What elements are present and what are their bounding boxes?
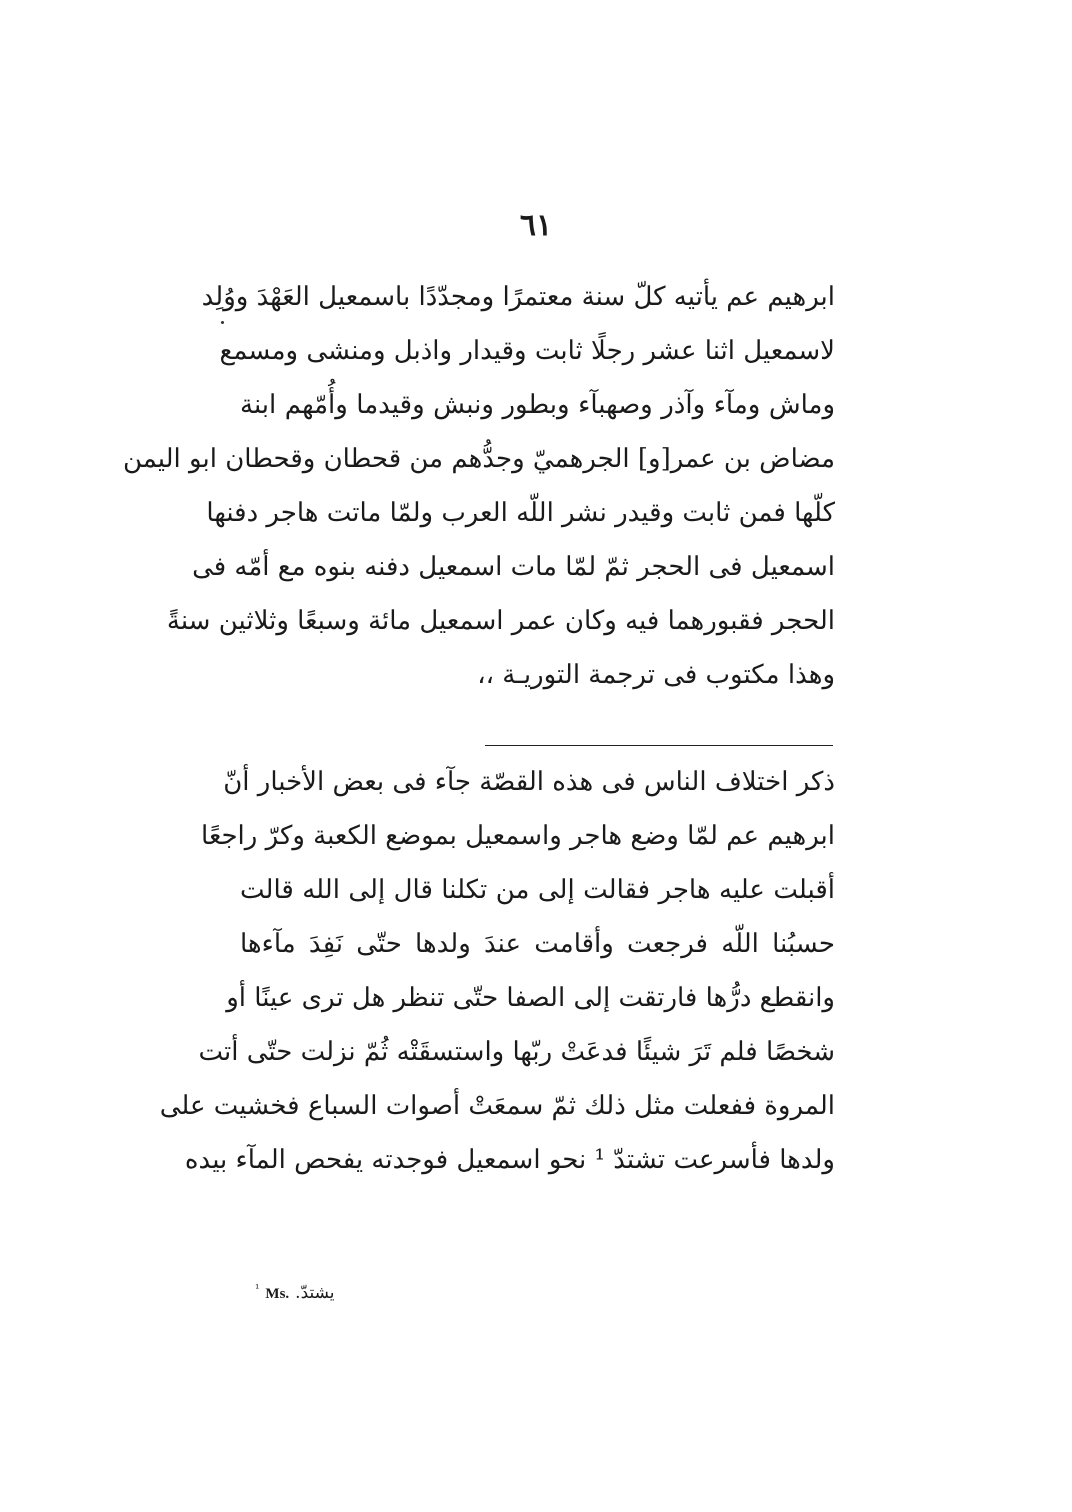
text-line: ابرهيم عم لمّا وضع هاجر واسمعيل بموضع الكعبة وكرّ راجعًا: [201, 821, 835, 851]
text-line: المروة ففعلت مثل ذلك ثمّ سمعَتْ أصوات السباع فخشيت على: [159, 1091, 835, 1121]
text-line: ولدها فأسرعت تشتدّ ¹ نحو اسمعيل فوجدته يفحص المآء بيده: [184, 1145, 835, 1175]
section-divider: [485, 745, 833, 746]
text-line: أقبلت عليه هاجر فقالت إلى من تكلنا قال إلى الله قالت: [240, 875, 835, 905]
footnote-reading: يشتدّ.: [295, 1283, 335, 1303]
text-line: كلّها فمن ثابت وقيدر نشر اللّه العرب ولمّا ماتت هاجر دفنها: [206, 498, 835, 528]
page-number: ٦١: [519, 208, 553, 243]
text-line: اسمعيل فى الحجر ثمّ لمّا مات اسمعيل دفنه بنوه مع أمّه فى: [192, 552, 835, 582]
text-line: الحجر فقبورهما فيه وكان عمر اسمعيل مائة وسبعًا وثلاثين سنةً: [166, 606, 835, 636]
footnote: [255, 1282, 335, 1303]
paragraph-hagar-story: [159, 755, 835, 1187]
text-line: وانقطع درُّها فارتقت إلى الصفا حتّى تنظر هل ترى عينًا أو: [226, 983, 835, 1013]
text-line: شخصًا فلم تَرَ شيئًا فدعَتْ ربّها واستسقَتْه ثُمّ نزلت حتّى أتت: [198, 1037, 835, 1067]
text-line: ابرهيم عم يأتيه كلّ سنة معتمرًا ومجدّدًا باسمعيل العَهْدَ ووُلِد: [201, 282, 835, 312]
paragraph-genealogy: [122, 270, 835, 702]
text-line: وهذا مكتوب فى ترجمة التوريـة ،،: [477, 660, 835, 690]
footnote-ms-label: Ms.: [265, 1286, 290, 1302]
text-line: وماش ومآء وآذر وصهبآء وبطور ونبش وقيدما وأُمّهم ابنة: [240, 390, 835, 420]
text-line: حسبُنا اللّه فرجعت وأقامت عندَ ولدها حتّى نَفِدَ مآءها: [240, 929, 835, 959]
text-line: ذكر اختلاف الناس فى هذه القصّة جآء فى بعض الأخبار أنّ: [223, 767, 835, 797]
text-line: لاسمعيل اثنا عشر رجلًا ثابت وقيدار واذبل ومنشى ومسمع: [219, 336, 835, 366]
footnote-marker: ¹: [255, 1282, 260, 1295]
text-line: مضاض بن عمر[و] الجرهميّ وجدُّهم من قحطان وقحطان ابو اليمن: [122, 444, 835, 474]
